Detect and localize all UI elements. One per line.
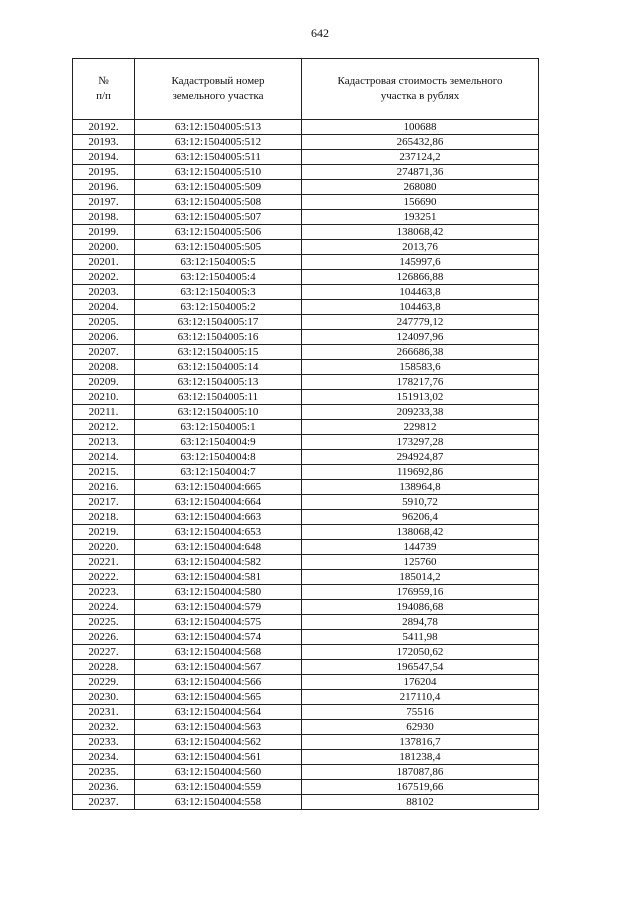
cadastral-number-cell: 63:12:1504004:561: [135, 750, 302, 765]
table-row: [73, 660, 539, 675]
row-number-cell: 20226.: [73, 630, 135, 645]
cadastral-number-cell: 63:12:1504004:581: [135, 570, 302, 585]
table-row: [73, 135, 539, 150]
cadastral-value-cell: 176204: [302, 675, 539, 690]
table-row: [73, 480, 539, 495]
row-number-cell: 20235.: [73, 765, 135, 780]
row-number-cell: 20192.: [73, 120, 135, 135]
table-row: [73, 555, 539, 570]
row-number-cell: 20212.: [73, 420, 135, 435]
row-number-cell: 20200.: [73, 240, 135, 255]
cadastral-value-cell: 125760: [302, 555, 539, 570]
cadastral-number-cell: 63:12:1504005:512: [135, 135, 302, 150]
row-number-cell: 20195.: [73, 165, 135, 180]
cadastral-number-cell: 63:12:1504005:13: [135, 375, 302, 390]
cadastral-number-cell: 63:12:1504004:559: [135, 780, 302, 795]
row-number-cell: 20194.: [73, 150, 135, 165]
cadastral-value-cell: 124097,96: [302, 330, 539, 345]
cadastral-number-cell: 63:12:1504005:17: [135, 315, 302, 330]
table-row: [73, 525, 539, 540]
cadastral-value-cell: 156690: [302, 195, 539, 210]
cadastral-number-cell: 63:12:1504004:653: [135, 525, 302, 540]
cadastral-value-cell: 62930: [302, 720, 539, 735]
table-row: [73, 570, 539, 585]
cadastral-value-cell: 104463,8: [302, 300, 539, 315]
cadastral-value-cell: 158583,6: [302, 360, 539, 375]
cadastral-number-cell: 63:12:1504004:566: [135, 675, 302, 690]
row-number-cell: 20222.: [73, 570, 135, 585]
cadastral-value-cell: 138068,42: [302, 225, 539, 240]
cadastral-number-cell: 63:12:1504004:8: [135, 450, 302, 465]
table-row: [73, 765, 539, 780]
row-number-cell: 20227.: [73, 645, 135, 660]
table-row: [73, 690, 539, 705]
table-row: [73, 285, 539, 300]
table-row: [73, 435, 539, 450]
cadastral-number-cell: 63:12:1504004:564: [135, 705, 302, 720]
row-number-cell: 20215.: [73, 465, 135, 480]
row-number-cell: 20211.: [73, 405, 135, 420]
cadastral-number-cell: 63:12:1504005:16: [135, 330, 302, 345]
row-number-cell: 20209.: [73, 375, 135, 390]
cadastral-value-cell: 138068,42: [302, 525, 539, 540]
cadastral-number-cell: 63:12:1504005:508: [135, 195, 302, 210]
table-row: [73, 720, 539, 735]
table-row: [73, 630, 539, 645]
row-number-cell: 20220.: [73, 540, 135, 555]
table-row: [73, 780, 539, 795]
row-number-cell: 20199.: [73, 225, 135, 240]
cadastral-number-cell: 63:12:1504005:5: [135, 255, 302, 270]
row-number-cell: 20214.: [73, 450, 135, 465]
table-row: [73, 705, 539, 720]
table-row: [73, 735, 539, 750]
page-number: 642: [311, 26, 329, 40]
row-number-cell: 20216.: [73, 480, 135, 495]
table-row: [73, 300, 539, 315]
row-number-cell: 20206.: [73, 330, 135, 345]
cadastral-number-cell: 63:12:1504005:505: [135, 240, 302, 255]
cadastral-number-cell: 63:12:1504005:506: [135, 225, 302, 240]
cadastral-value-cell: 2894,78: [302, 615, 539, 630]
table-row: [73, 465, 539, 480]
cadastral-value-cell: 100688: [302, 120, 539, 135]
cadastral-number-cell: 63:12:1504004:580: [135, 585, 302, 600]
row-number-cell: 20204.: [73, 300, 135, 315]
row-number-cell: 20228.: [73, 660, 135, 675]
row-number-cell: 20231.: [73, 705, 135, 720]
table-row: [73, 600, 539, 615]
table-row: [73, 225, 539, 240]
cadastral-number-cell: 63:12:1504004:664: [135, 495, 302, 510]
cadastral-number-cell: 63:12:1504005:14: [135, 360, 302, 375]
cadastral-value-cell: 266686,38: [302, 345, 539, 360]
header-cadastral-value-line1: Кадастровая стоимость земельного: [337, 75, 503, 87]
row-number-cell: 20230.: [73, 690, 135, 705]
cadastral-value-cell: 185014,2: [302, 570, 539, 585]
cadastral-number-cell: 63:12:1504004:582: [135, 555, 302, 570]
row-number-cell: 20236.: [73, 780, 135, 795]
cadastral-number-cell: 63:12:1504004:574: [135, 630, 302, 645]
header-cadastral-value: [302, 59, 539, 120]
row-number-cell: 20233.: [73, 735, 135, 750]
row-number-cell: 20207.: [73, 345, 135, 360]
cadastral-number-cell: 63:12:1504004:663: [135, 510, 302, 525]
cadastral-number-cell: 63:12:1504005:2: [135, 300, 302, 315]
row-number-cell: 20221.: [73, 555, 135, 570]
cadastral-value-cell: 229812: [302, 420, 539, 435]
cadastral-number-cell: 63:12:1504005:513: [135, 120, 302, 135]
cadastral-number-cell: 63:12:1504004:558: [135, 795, 302, 810]
cadastral-number-cell: 63:12:1504004:648: [135, 540, 302, 555]
table-row: [73, 615, 539, 630]
table-row: [73, 180, 539, 195]
cadastral-number-cell: 63:12:1504004:562: [135, 735, 302, 750]
cadastral-value-cell: 151913,02: [302, 390, 539, 405]
row-number-cell: 20232.: [73, 720, 135, 735]
header-row: [73, 59, 539, 120]
cadastral-value-cell: 137816,7: [302, 735, 539, 750]
cadastral-number-cell: 63:12:1504004:568: [135, 645, 302, 660]
table-row: [73, 645, 539, 660]
cadastral-number-cell: 63:12:1504005:1: [135, 420, 302, 435]
table-row: [73, 450, 539, 465]
cadastral-value-cell: 5411,98: [302, 630, 539, 645]
table-row: [73, 330, 539, 345]
row-number-cell: 20234.: [73, 750, 135, 765]
cadastral-value-cell: 217110,4: [302, 690, 539, 705]
table-row: [73, 315, 539, 330]
cadastral-number-cell: 63:12:1504004:9: [135, 435, 302, 450]
row-number-cell: 20229.: [73, 675, 135, 690]
header-cadastral-number-line2: земельного участка: [172, 90, 264, 102]
table-row: [73, 150, 539, 165]
cadastral-number-cell: 63:12:1504005:510: [135, 165, 302, 180]
row-number-cell: 20197.: [73, 195, 135, 210]
row-number-cell: 20223.: [73, 585, 135, 600]
cadastral-value-cell: 172050,62: [302, 645, 539, 660]
row-number-cell: 20203.: [73, 285, 135, 300]
table-header: [73, 59, 539, 120]
cadastral-value-cell: 144739: [302, 540, 539, 555]
table-row: [73, 375, 539, 390]
table-row: [73, 345, 539, 360]
row-number-cell: 20198.: [73, 210, 135, 225]
cadastral-number-cell: 63:12:1504005:4: [135, 270, 302, 285]
header-row-number: [73, 59, 135, 120]
row-number-cell: 20219.: [73, 525, 135, 540]
row-number-cell: 20237.: [73, 795, 135, 810]
row-number-cell: 20210.: [73, 390, 135, 405]
cadastral-value-cell: 173297,28: [302, 435, 539, 450]
row-number-cell: 20196.: [73, 180, 135, 195]
header-cadastral-number: [135, 59, 302, 120]
table-row: [73, 120, 539, 135]
cadastral-value-cell: 237124,2: [302, 150, 539, 165]
cadastral-value-cell: 247779,12: [302, 315, 539, 330]
header-cadastral-number-line1: Кадастровый номер: [171, 75, 265, 87]
cadastral-number-cell: 63:12:1504004:665: [135, 480, 302, 495]
cadastral-value-cell: 2013,76: [302, 240, 539, 255]
table-row: [73, 420, 539, 435]
table-row: [73, 795, 539, 810]
cadastral-value-cell: 196547,54: [302, 660, 539, 675]
table-row: [73, 585, 539, 600]
table-row: [73, 750, 539, 765]
table-row: [73, 540, 539, 555]
row-number-cell: 20205.: [73, 315, 135, 330]
table-row: [73, 255, 539, 270]
cadastral-value-cell: 274871,36: [302, 165, 539, 180]
header-cadastral-value-line2: участка в рублях: [380, 90, 460, 102]
cadastral-number-cell: 63:12:1504005:511: [135, 150, 302, 165]
table-row: [73, 360, 539, 375]
cadastral-number-cell: 63:12:1504004:560: [135, 765, 302, 780]
cadastral-value-cell: 138964,8: [302, 480, 539, 495]
table-row: [73, 165, 539, 180]
cadastral-number-cell: 63:12:1504005:11: [135, 390, 302, 405]
row-number-cell: 20217.: [73, 495, 135, 510]
cadastral-value-cell: 178217,76: [302, 375, 539, 390]
row-number-cell: 20201.: [73, 255, 135, 270]
cadastral-number-cell: 63:12:1504005:3: [135, 285, 302, 300]
table-row: [73, 405, 539, 420]
table-row: [73, 495, 539, 510]
row-number-cell: 20202.: [73, 270, 135, 285]
row-number-cell: 20213.: [73, 435, 135, 450]
row-number-cell: 20208.: [73, 360, 135, 375]
cadastral-value-cell: 187087,86: [302, 765, 539, 780]
cadastral-number-cell: 63:12:1504004:579: [135, 600, 302, 615]
cadastral-number-cell: 63:12:1504004:565: [135, 690, 302, 705]
row-number-cell: 20224.: [73, 600, 135, 615]
table-row: [73, 240, 539, 255]
cadastral-value-cell: 193251: [302, 210, 539, 225]
table-row: [73, 195, 539, 210]
table-row: [73, 270, 539, 285]
row-number-cell: 20218.: [73, 510, 135, 525]
cadastral-value-cell: 176959,16: [302, 585, 539, 600]
cadastral-value-cell: 294924,87: [302, 450, 539, 465]
row-number-cell: 20193.: [73, 135, 135, 150]
table-row: [73, 210, 539, 225]
cadastral-value-cell: 104463,8: [302, 285, 539, 300]
cadastral-value-cell: 268080: [302, 180, 539, 195]
cadastral-value-cell: 194086,68: [302, 600, 539, 615]
header-row-number-line2: п/п: [96, 90, 111, 102]
cadastral-value-cell: 5910,72: [302, 495, 539, 510]
cadastral-number-cell: 63:12:1504004:563: [135, 720, 302, 735]
cadastral-number-cell: 63:12:1504004:567: [135, 660, 302, 675]
cadastral-number-cell: 63:12:1504005:15: [135, 345, 302, 360]
table-body: [73, 120, 539, 810]
cadastral-value-cell: 167519,66: [302, 780, 539, 795]
cadastral-value-cell: 145997,6: [302, 255, 539, 270]
cadastral-number-cell: 63:12:1504005:10: [135, 405, 302, 420]
cadastral-value-cell: 126866,88: [302, 270, 539, 285]
row-number-cell: 20225.: [73, 615, 135, 630]
table-row: [73, 510, 539, 525]
cadastral-number-cell: 63:12:1504005:507: [135, 210, 302, 225]
cadastral-number-cell: 63:12:1504004:7: [135, 465, 302, 480]
cadastral-number-cell: 63:12:1504005:509: [135, 180, 302, 195]
cadastral-value-cell: 119692,86: [302, 465, 539, 480]
table-row: [73, 390, 539, 405]
cadastral-value-cell: 88102: [302, 795, 539, 810]
table-row: [73, 675, 539, 690]
cadastral-value-cell: 96206,4: [302, 510, 539, 525]
cadastral-value-cell: 209233,38: [302, 405, 539, 420]
cadastral-value-cell: 181238,4: [302, 750, 539, 765]
cadastral-value-table: [72, 58, 539, 810]
cadastral-value-cell: 75516: [302, 705, 539, 720]
cadastral-value-cell: 265432,86: [302, 135, 539, 150]
cadastral-number-cell: 63:12:1504004:575: [135, 615, 302, 630]
header-row-number-line1: №: [98, 75, 109, 87]
